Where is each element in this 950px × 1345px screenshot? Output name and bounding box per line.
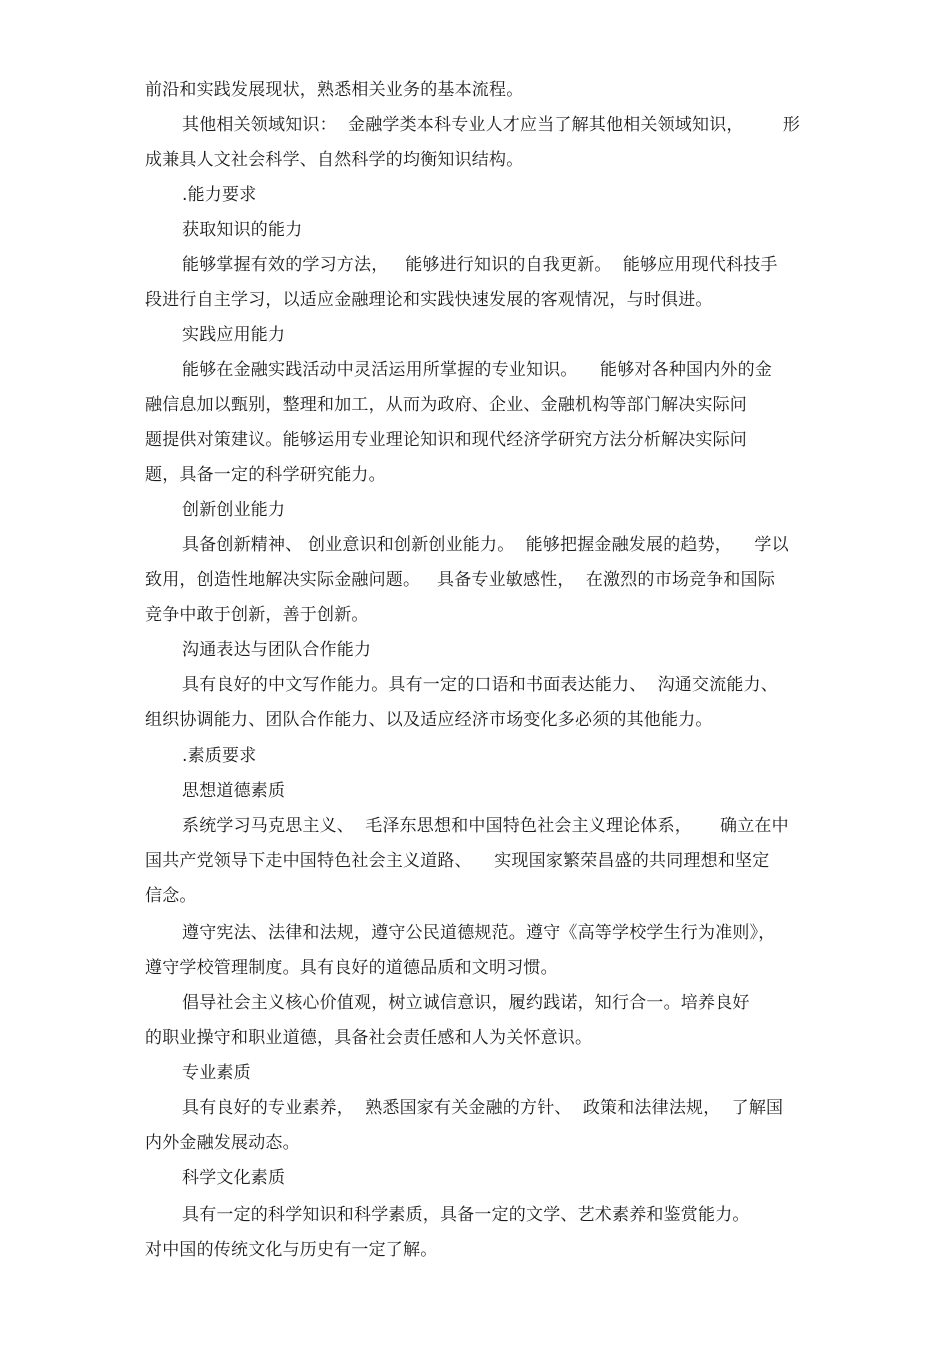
subsection-heading: 沟通表达与团队合作能力: [182, 640, 372, 660]
text-line: 具有一定的科学知识和科学素质，具备一定的文学、艺术素养和鉴赏能力。: [182, 1205, 750, 1225]
text-line: 倡导社会主义核心价值观，树立诚信意识，履约践诺，知行合一。培养良好: [182, 993, 750, 1013]
text-line: 国共产党领导下走中国特色社会主义道路、 实现国家繁荣昌盛的共同理想和坚定: [145, 851, 770, 871]
subsection-heading: 思想道德素质: [182, 781, 286, 801]
subsection-heading: 创新创业能力: [182, 500, 286, 520]
text-line: 竞争中敢于创新，善于创新。: [145, 605, 369, 625]
text-line: 其他相关领域知识： 金融学类本科专业人才应当了解其他相关领域知识， 形: [182, 115, 801, 135]
subsection-heading: 科学文化素质: [182, 1168, 286, 1188]
text-line: 致用，创造性地解决实际金融问题。 具备专业敏感性， 在激烈的市场竞争和国际: [145, 570, 776, 590]
text-line: 题，具备一定的科学研究能力。: [145, 465, 386, 485]
text-line: 成兼具人文社会科学、自然科学的均衡知识结构。: [145, 150, 524, 170]
subsection-heading: 实践应用能力: [182, 325, 286, 345]
text-line: 的职业操守和职业道德，具备社会责任感和人为关怀意识。: [145, 1028, 593, 1048]
text-line: 前沿和实践发展现状，熟悉相关业务的基本流程。: [145, 80, 524, 100]
text-line: 遵守宪法、法律和法规，遵守公民道德规范。遵守《高等学校学生行为准则》，: [182, 923, 776, 943]
text-line: 对中国的传统文化与历史有一定了解。: [145, 1240, 438, 1260]
text-line: 具有良好的中文写作能力。具有一定的口语和书面表达能力、 沟通交流能力、: [182, 675, 779, 695]
subsection-heading: 获取知识的能力: [182, 220, 303, 240]
text-line: 具有良好的专业素养， 熟悉国家有关金融的方针、 政策和法律法规， 了解国: [182, 1098, 784, 1118]
text-line: 具备创新精神、 创业意识和创新创业能力。 能够把握金融发展的趋势， 学以: [182, 535, 789, 555]
text-line: 题提供对策建议。能够运用专业理论知识和现代经济学研究方法分析解决实际问: [145, 430, 747, 450]
text-line: 融信息加以甄别，整理和加工，从而为政府、企业、金融机构等部门解决实际问: [145, 395, 747, 415]
text-line: 组织协调能力、团队合作能力、以及适应经济市场变化多必须的其他能力。: [145, 710, 713, 730]
text-line: 遵守学校管理制度。具有良好的道德品质和文明习惯。: [145, 958, 558, 978]
text-line: 系统学习马克思主义、 毛泽东思想和中国特色社会主义理论体系， 确立在中: [182, 816, 789, 836]
section-heading: .能力要求: [182, 185, 257, 205]
text-line: 能够掌握有效的学习方法， 能够进行知识的自我更新。 能够应用现代科技手: [182, 255, 778, 275]
text-line: 能够在金融实践活动中灵活运用所掌握的专业知识。 能够对各种国内外的金: [182, 360, 773, 380]
text-line: 内外金融发展动态。: [145, 1133, 300, 1153]
text-line: 段进行自主学习，以适应金融理论和实践快速发展的客观情况，与时俱进。: [145, 290, 713, 310]
section-heading: .素质要求: [182, 746, 257, 766]
subsection-heading: 专业素质: [182, 1063, 251, 1083]
text-line: 信念。: [145, 886, 197, 906]
